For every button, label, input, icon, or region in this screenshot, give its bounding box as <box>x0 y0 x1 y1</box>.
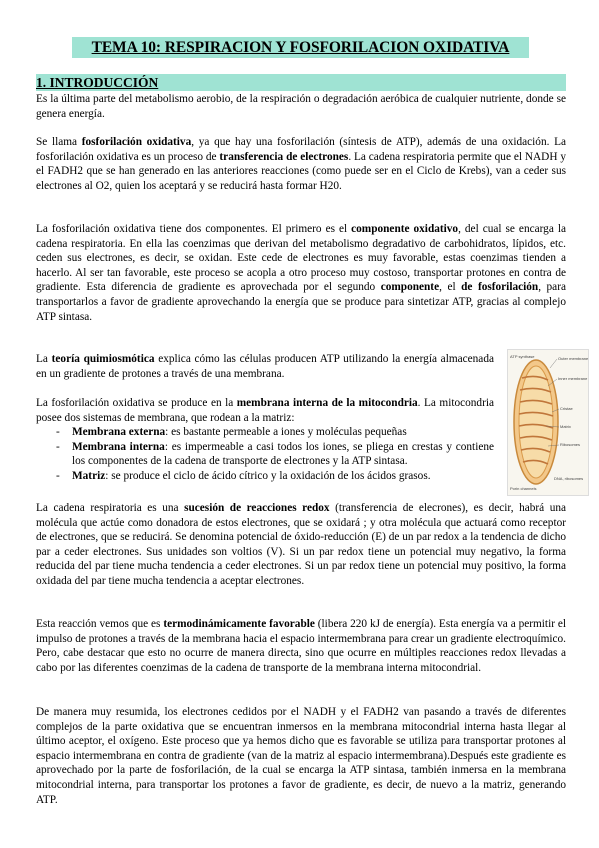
paragraph-intro: Es la última parte del metabolismo aerobio, de la respiración o degradación aeróbica de cualquier nutriente, donde se genera energía. <box>36 93 566 120</box>
page-title: TEMA 10: RESPIRACION Y FOSFORILACION OXIDATIVA <box>72 37 529 58</box>
paragraph-componentes: La fosforilación oxidativa tiene dos componentes. El primero es el componente oxidativo, del cual se encarga la cadena respiratoria. En ella las coenzimas que derivan del metabolismo degradativo de carbohidratos, lípidos, etc. ceden sus electrones, es decir, se oxidan. Este cede de electrones es muy favorable, estas coenzimas tienden a hacerlo. Al ser tan favorable, este proceso se acopla a otro proceso muy costoso, transportar protones en contra de gradiente. Esta diferencia de gradiente es aprovechada por el segundo componente, el de fosforilación, para transportarlos a favor de gradiente aprovechando la energía que se produce para sintetizar ATP, gracias al complejo ATP sintasa. <box>36 223 567 323</box>
svg-text:Cristae: Cristae <box>560 406 573 411</box>
paragraph-termodinamica: Esta reacción vemos que es termodinámicamente favorable (libera 220 kJ de energía). Esta energía va a permitir el impulso de protones a través de la membrana hacia el espacio intermembrana para crear un gradiente electroquímico. Pero, cabe destacar que esto no ocurre de manera directa, sino que ocurre en múltiples reacciones redox llevadas a cabo por las diferentes coenzimas de la cadena de transporte de la membrana interna mitocondrial. <box>36 618 567 674</box>
svg-text:DNA, ribosomes: DNA, ribosomes <box>554 476 584 481</box>
list-item: - Matriz: se produce el ciclo de ácido cítrico y la oxidación de los ácidos grasos. <box>56 469 431 482</box>
list-item: - Membrana externa: es bastante permeable a iones y moléculas pequeñas <box>56 426 407 438</box>
svg-text:Porin channels: Porin channels <box>510 486 537 491</box>
paragraph-fosforilacion: Se llama fosforilación oxidativa, ya que hay una fosforilación (síntesis de ATP), además de una oxidación. La fosforilación oxidativa es un proceso de transferencia de electrones. La cadena respiratoria permite que el NADH y el FADH2 que se han generado en las anteriores reacciones (como puede ser en el Ciclo de Krebs), van a ceder sus electrones al O2, quien los aceptará y se reducirá hasta formar H20. <box>36 136 566 192</box>
paragraph-quimiosmotica: La teoría quimiosmótica explica cómo las células producen ATP utilizando la energía almacenada en un gradiente de protones a través de una membrana. <box>36 353 494 380</box>
section-heading: 1. INTRODUCCIÓN <box>36 74 566 91</box>
list-item: - Membrana interna: es impermeable a casi todos los iones, se pliega en crestas y contiene los componentes de la cadena de transporte de electrones y la ATP sintasa. <box>56 440 495 468</box>
svg-text:Matrix: Matrix <box>560 424 571 429</box>
svg-text:ATP synthase: ATP synthase <box>510 354 535 359</box>
svg-text:Ribosomes: Ribosomes <box>560 442 581 447</box>
svg-text:Inner membrane: Inner membrane <box>558 376 588 381</box>
mitochondria-illustration <box>508 350 588 495</box>
mitochondria-figure <box>507 349 589 496</box>
svg-text:Outer membrane: Outer membrane <box>558 356 588 361</box>
paragraph-resumen: De manera muy resumida, los electrones cedidos por el NADH y el FADH2 van pasando a través de diferentes complejos de la parte oxidativa que se encuentran inmersos en la membrana mitocondrial interna hasta llegar al último aceptor, el oxígeno. Este proceso que ya hemos dicho que es favorable se utiliza para transportar protones al espacio intermembrana en contra de gradiente (van de la matriz al espacio intermembrana).Después este gradiente es aprovechado por la parte de fosforilación, de la cual se encarga la ATP sintasa, también inmersa en la membrana mitocondrial interna, para transportar los protones a favor de gradiente, es decir, de nuevo a la matriz, generando ATP. <box>36 706 566 806</box>
paragraph-redox: La cadena respiratoria es una sucesión de reacciones redox (transferencia de elecrones), es decir, habrá una molécula que actúe como donadora de estos electrones, que se oxidará ; y otra molécula que actuará como receptor de electrones, que se reducirá. Se denomina potencial de óxido-reducción (E) de un par redox a la tendencia de dicho par a ceder electrones. Sus unidades son voltios (V). Si un par redox tiene un potencial muy negativo, la forma reducida del par tiene mucha tendencia a ceder electrones. Si un par redox tiene un potencial muy positivo, la forma oxidada del par tiene mucha tendencia a aceptar electrones. <box>36 502 567 587</box>
paragraph-membrana: La fosforilación oxidativa se produce en la membrana interna de la mitocondria. La mitocondria posee dos sistemas de membrana, que rodean a la matriz: <box>36 397 494 424</box>
membrane-list <box>36 425 494 483</box>
